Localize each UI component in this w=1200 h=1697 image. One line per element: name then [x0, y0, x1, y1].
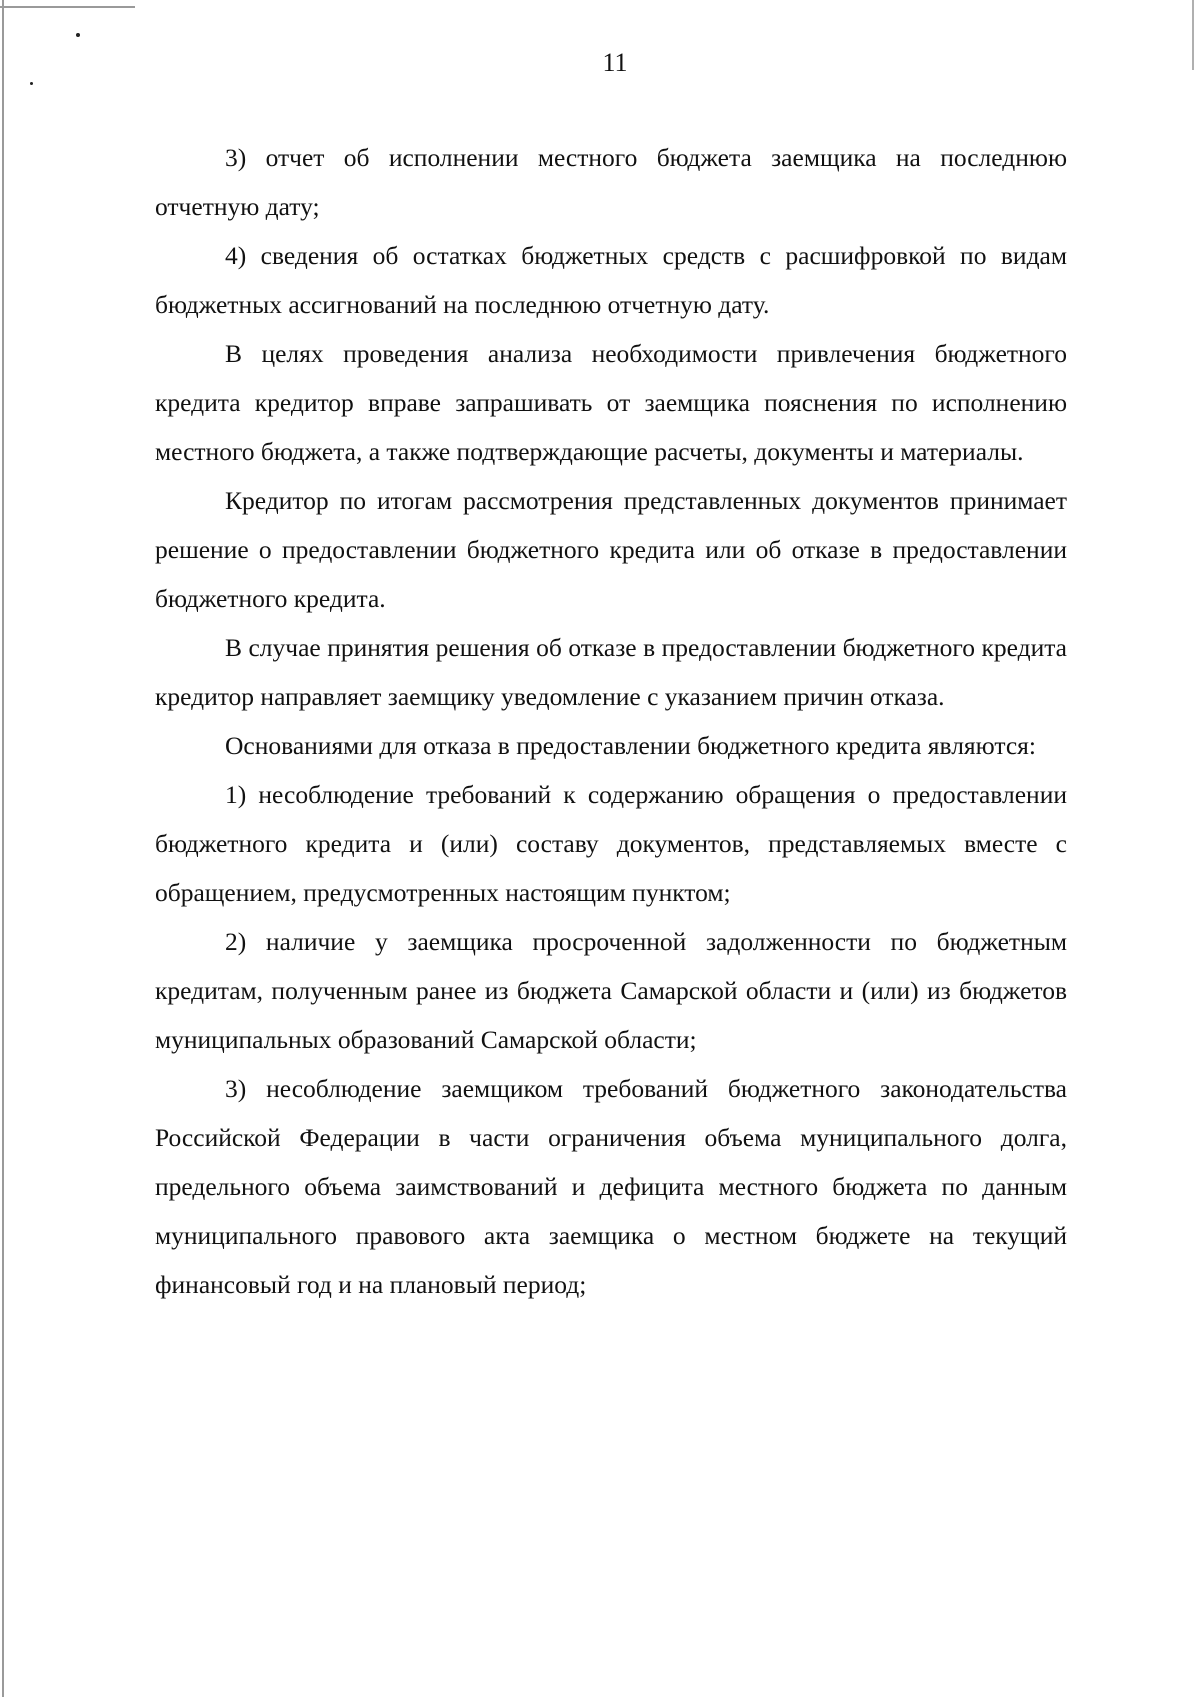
paragraph: В целях проведения анализа необходимости привлечения бюджетного кредита кредитор вправе запрашивать от заемщика пояснения по исполнению местного бюджета, а также подтверждающие расчеты, документы и материалы.: [155, 339, 1067, 466]
paragraph: Основаниями для отказа в предоставлении бюджетного кредита являются:: [225, 731, 1036, 760]
paragraph: 1) несоблюдение требований к содержанию обращения о предоставлении бюджетного кредита и (или) составу документов, представляемых вместе с обращением, предусмотренных настоящим пунктом;: [155, 780, 1067, 907]
scan-speck: [30, 82, 33, 85]
paragraph: 2) наличие у заемщика просроченной задолженности по бюджетным кредитам, полученным ранее из бюджета Самарской области и (или) из бюджетов муниципальных образований Самарской области;: [155, 927, 1067, 1054]
document-body: [155, 133, 1067, 1309]
paragraph: 3) несоблюдение заемщиком требований бюджетного законодательства Российской Федерации в части ограничения объема муниципального долга, предельного объема заимствований и дефицита местного бюджета по данным муниципального правового акта заемщика о местном бюджете на текущий финансовый год и на плановый период;: [155, 1074, 1067, 1299]
paragraph: В случае принятия решения об отказе в предоставлении бюджетного кредита кредитор направляет заемщику уведомление с указанием причин отказа.: [155, 633, 1067, 711]
scan-edge-top: [0, 6, 135, 8]
scan-edge-left: [2, 0, 4, 1697]
page-number: 11: [602, 48, 628, 77]
scan-speck: [76, 33, 80, 37]
paragraph: 4) сведения об остатках бюджетных средств с расшифровкой по видам бюджетных ассигнований на последнюю отчетную дату.: [155, 241, 1067, 319]
paragraph: Кредитор по итогам рассмотрения представленных документов принимает решение о предоставлении бюджетного кредита или об отказе в предоставлении бюджетного кредита.: [155, 486, 1067, 613]
paragraph: 3) отчет об исполнении местного бюджета заемщика на последнюю отчетную дату;: [155, 143, 1067, 221]
